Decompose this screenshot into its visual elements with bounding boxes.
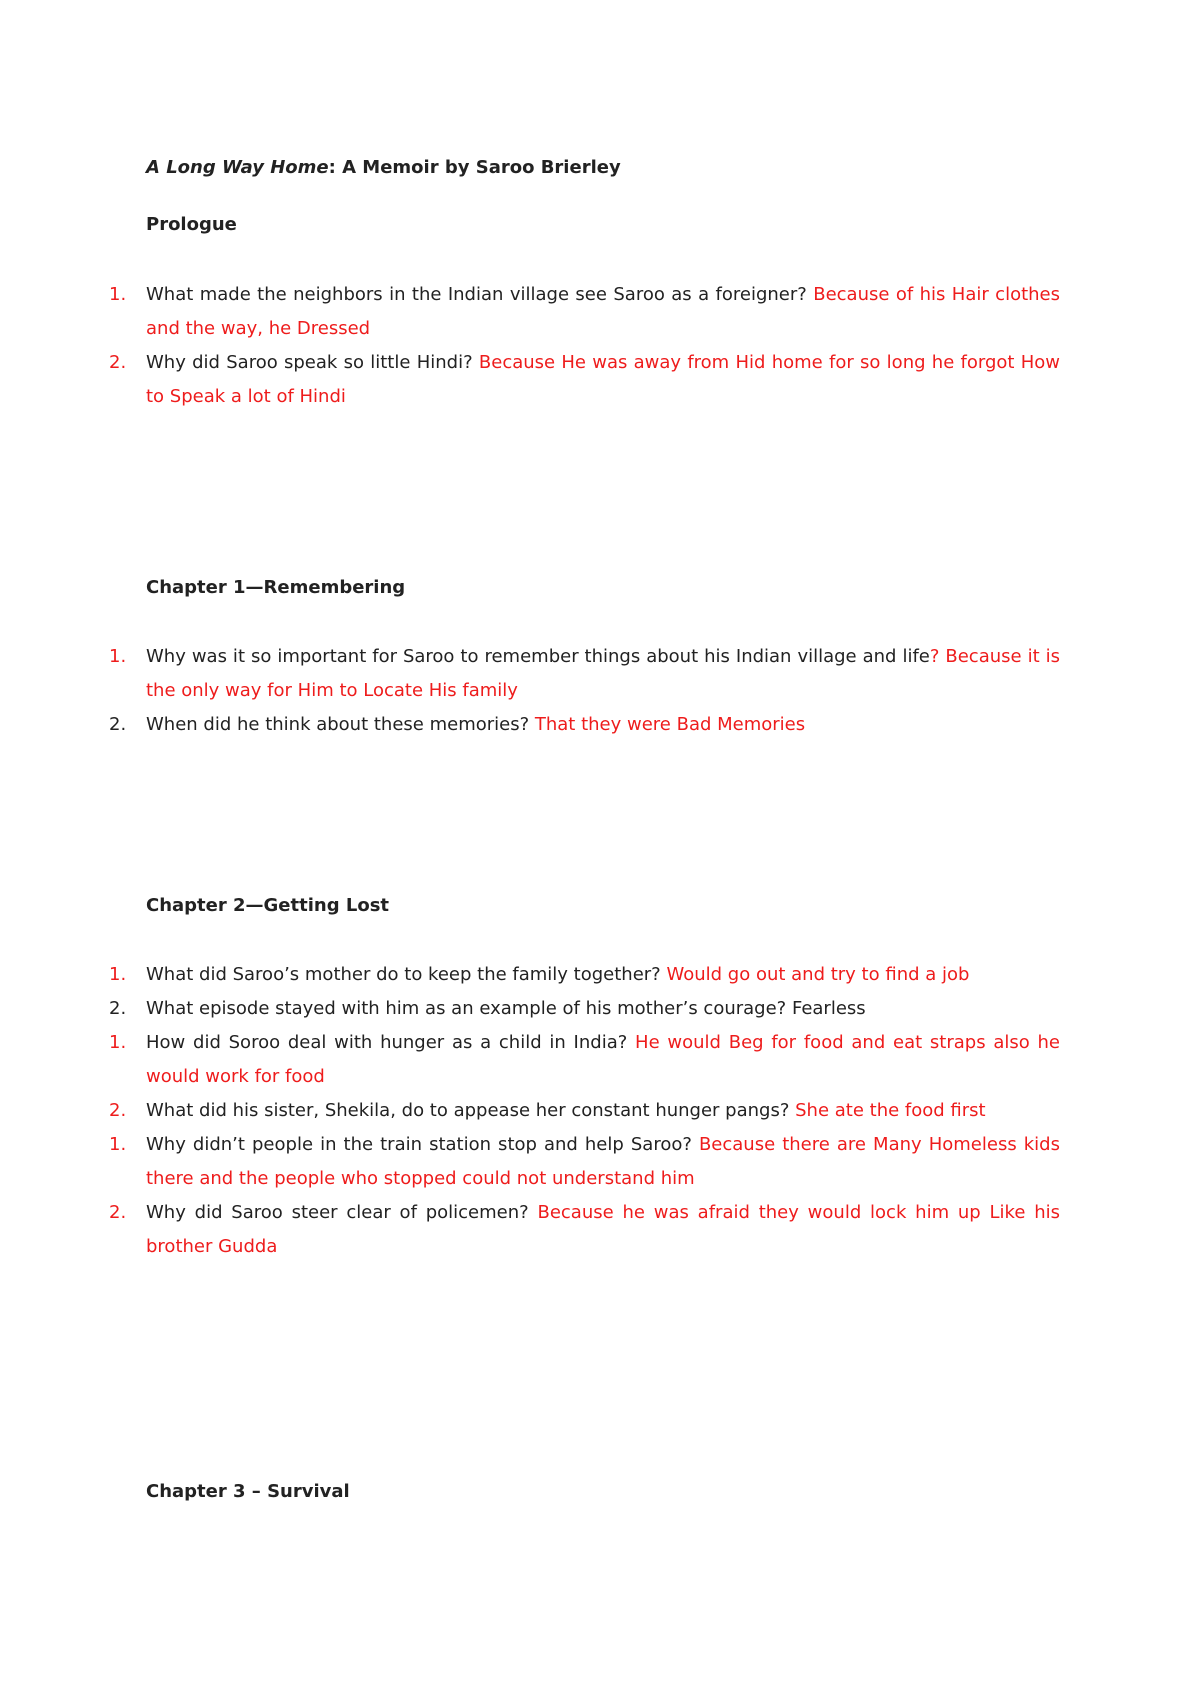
list-item	[0, 640, 1060, 708]
list-item	[0, 708, 1060, 742]
question-text: Why did Saroo speak so little Hindi?	[146, 352, 479, 373]
list-item	[0, 992, 1060, 1026]
list-item	[0, 278, 1060, 346]
answer-text: He would Beg for food and eat straps also he would work for food	[146, 1032, 1060, 1087]
answer-text: Because he was afraid they would lock him up Like his brother Gudda	[146, 1202, 1060, 1257]
item-number: 1.	[109, 1032, 127, 1053]
question-text: When did he think about these memories?	[146, 714, 535, 735]
question-text: Why didn’t people in the train station stop and help Saroo?	[146, 1134, 699, 1155]
item-number: 2.	[109, 1202, 127, 1223]
question-text: Why was it so important for Saroo to remember things about his Indian village and life	[146, 646, 930, 667]
item-number: 2.	[109, 352, 127, 373]
question-text: What did Saroo’s mother do to keep the family together?	[146, 964, 667, 985]
item-number: 1.	[109, 1134, 127, 1155]
answer-text: Because of his Hair clothes and the way, he Dressed	[146, 284, 1060, 339]
section-heading-chapter-1: Chapter 1—Remembering	[146, 577, 406, 598]
answer-text: Because there are Many Homeless kids there and the people who stopped could not understand him	[146, 1134, 1060, 1189]
answer-text: Would go out and try to find a job	[666, 964, 970, 985]
item-number: 2.	[109, 998, 127, 1019]
question-text: What did his sister, Shekila, do to appease her constant hunger pangs?	[146, 1100, 796, 1121]
list-item	[0, 1196, 1060, 1264]
list-item	[0, 1094, 1060, 1128]
question-text: How did Soroo deal with hunger as a child in India?	[146, 1032, 636, 1053]
question-text: Why did Saroo steer clear of policemen?	[146, 1202, 538, 1223]
answer-text: That they were Bad Memories	[534, 714, 806, 735]
item-number: 1.	[109, 284, 127, 305]
prologue-question-list	[0, 278, 1200, 414]
list-item	[0, 1128, 1060, 1196]
title-subtitle: : A Memoir by Saroo Brierley	[328, 157, 621, 178]
item-number: 1.	[109, 646, 127, 667]
answer-text: ? Because it is the only way for Him to Locate His family	[146, 646, 1060, 701]
section-heading-prologue: Prologue	[146, 214, 237, 235]
list-item	[0, 346, 1060, 414]
section-heading-chapter-3: Chapter 3 – Survival	[146, 1481, 350, 1502]
list-item	[0, 1026, 1060, 1094]
answer-text: She ate the food first	[795, 1100, 986, 1121]
list-item	[0, 958, 1060, 992]
item-number: 2.	[109, 1100, 127, 1121]
chapter-2-question-list	[0, 958, 1200, 1264]
question-text: What episode stayed with him as an example of his mother’s courage? Fearless	[146, 998, 866, 1019]
item-number: 1.	[109, 964, 127, 985]
question-text: What made the neighbors in the Indian village see Saroo as a foreigner?	[146, 284, 814, 305]
answer-text: Because He was away from Hid home for so long he forgot How to Speak a lot of Hindi	[146, 352, 1060, 407]
section-heading-chapter-2: Chapter 2—Getting Lost	[146, 895, 390, 916]
book-title: A Long Way Home	[146, 157, 329, 178]
item-number: 2.	[109, 714, 127, 735]
document-title	[146, 155, 621, 181]
chapter-1-question-list	[0, 640, 1200, 742]
